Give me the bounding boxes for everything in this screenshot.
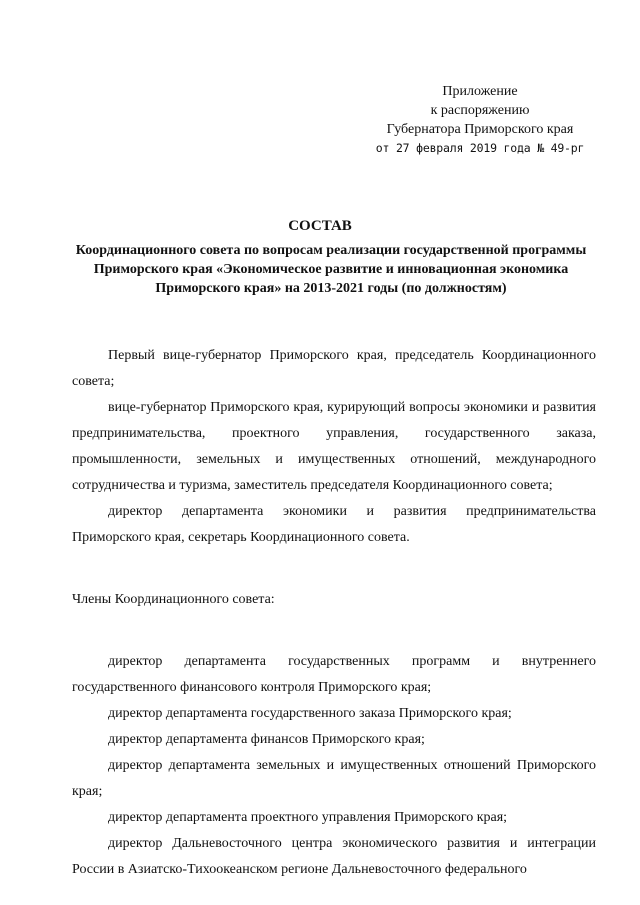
member-item: директор Дальневосточного центра экономического развития и интеграции России в Азиатско-Тихоокеанском регионе Дальневосточного федерального bbox=[72, 836, 596, 877]
document-title: СОСТАВ bbox=[288, 218, 352, 234]
to-order-text: к распоряжению bbox=[430, 103, 530, 118]
leadership-item: директор департамента экономики и развития предпринимательства Приморского края, секретарь Координационного совета. bbox=[72, 504, 596, 545]
document-subtitle: Координационного совета по вопросам реализации государственной программы Приморского края «Экономическое развитие и инновационная экономика Приморского края» на 2013-2021 годы (по должностям) bbox=[75, 243, 587, 296]
order-reference: от 27 февраля 2019 года № 49-рг bbox=[375, 141, 585, 155]
member-item: директор департамента проектного управления Приморского края; bbox=[108, 810, 508, 825]
appendix-block bbox=[370, 82, 590, 158]
appendix-label: Приложение bbox=[442, 84, 518, 99]
member-item: директор департамента земельных и имущественных отношений Приморского края; bbox=[72, 758, 596, 799]
document-body bbox=[72, 343, 596, 883]
member-item: директор департамента государственного заказа Приморского края; bbox=[108, 706, 512, 721]
members-list bbox=[72, 649, 596, 883]
leadership-item: Первый вице-губернатор Приморского края, председатель Координационного совета; bbox=[72, 348, 596, 389]
governor-text: Губернатора Приморского края bbox=[386, 122, 574, 137]
member-item: директор департамента государственных программ и внутреннего государственного финансового контроля Приморского края; bbox=[72, 654, 596, 695]
member-item: директор департамента финансов Приморского края; bbox=[108, 732, 425, 747]
leadership-item: вице-губернатор Приморского края, курирующий вопросы экономики и развития предпринимательства, проектного управления, государственного заказа, промышленности, земельных и имущественных отношений, международного сотрудничества и туризма, заместитель председателя Координационного совета; bbox=[72, 400, 596, 493]
members-heading: Члены Координационного совета: bbox=[72, 592, 275, 607]
